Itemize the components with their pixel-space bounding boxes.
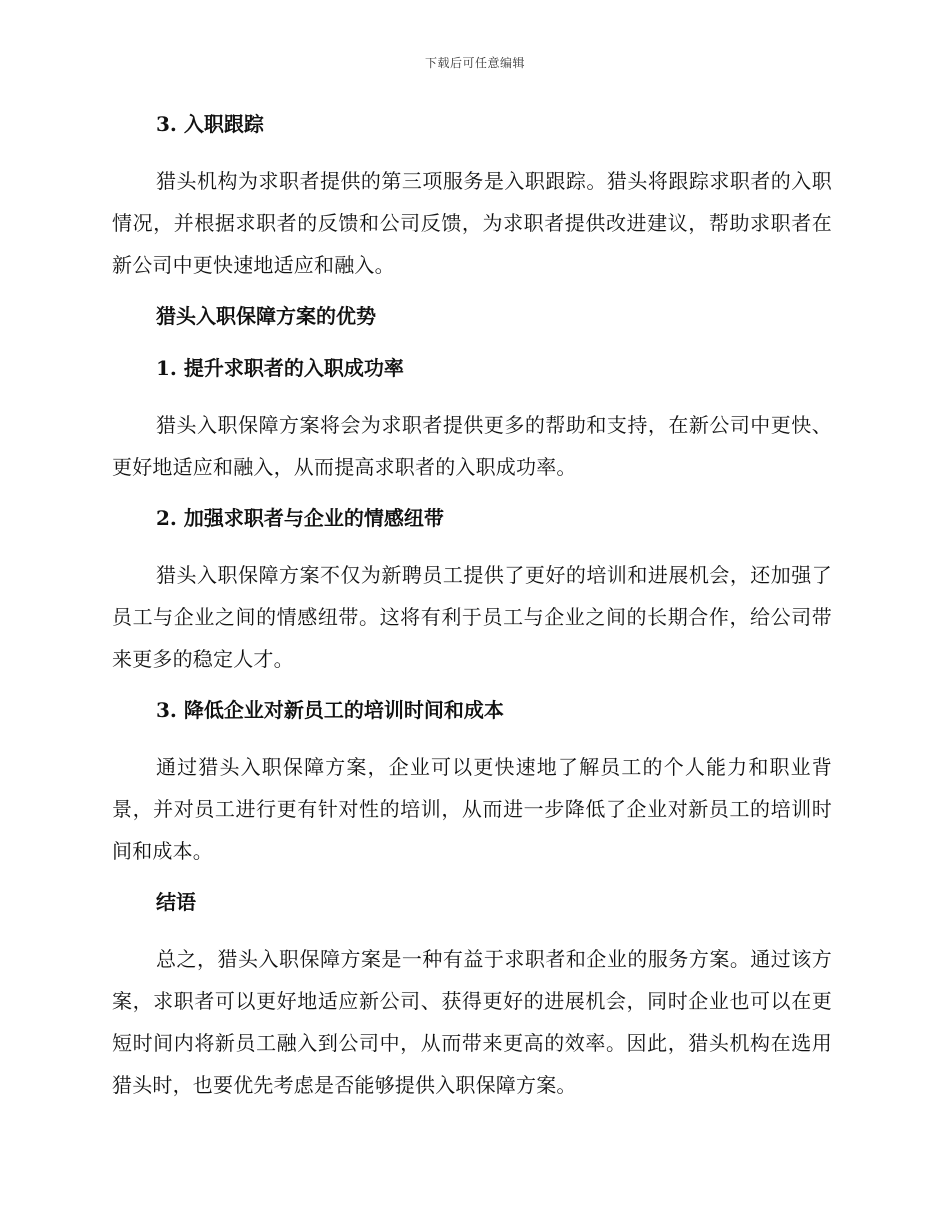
section-heading-advantages: 猎头入职保障方案的优势 — [156, 304, 376, 328]
paragraph-onboarding-tracking: 猎头机构为求职者提供的第三项服务是入职跟踪。猎头将跟踪求职者的入职情况，并根据求职者的反馈和公司反馈，为求职者提供改进建议，帮助求职者在新公司中更快速地适应和融入。 — [112, 169, 832, 277]
paragraph-emotional-bond: 猎头入职保障方案不仅为新聘员工提供了更好的培训和进展机会，还加强了员工与企业之间的情感纽带。这将有利于员工与企业之间的长期合作，给公司带来更多的稳定人才。 — [112, 563, 832, 671]
section-heading-conclusion: 结语 — [156, 890, 196, 914]
paragraph-success-rate: 猎头入职保障方案将会为求职者提供更多的帮助和支持，在新公司中更快、更好地适应和融入，从而提高求职者的入职成功率。 — [112, 413, 832, 479]
section-heading-training-cost: 3. 降低企业对新员工的培训时间和成本 — [156, 698, 504, 722]
section-heading-emotional-bond: 2. 加强求职者与企业的情感纽带 — [156, 506, 444, 530]
paragraph-training-cost: 通过猎头入职保障方案，企业可以更快速地了解员工的个人能力和职业背景，并对员工进行更有针对性的培训，从而进一步降低了企业对新员工的培训时间和成本。 — [112, 755, 832, 863]
page-header: 下载后可任意编辑 — [424, 56, 525, 70]
section-heading-onboarding-tracking: 3. 入职跟踪 — [156, 112, 264, 136]
paragraph-conclusion: 总之，猎头入职保障方案是一种有益于求职者和企业的服务方案。通过该方案，求职者可以更好地适应新公司、获得更好的进展机会，同时企业也可以在更短时间内将新员工融入到公司中，从而带来更高的效率。因此，猎头机构在选用猎头时，也要优先考虑是否能够提供入职保障方案。 — [112, 947, 832, 1097]
section-heading-success-rate: 1. 提升求职者的入职成功率 — [156, 356, 404, 380]
document-body — [112, 108, 832, 1120]
